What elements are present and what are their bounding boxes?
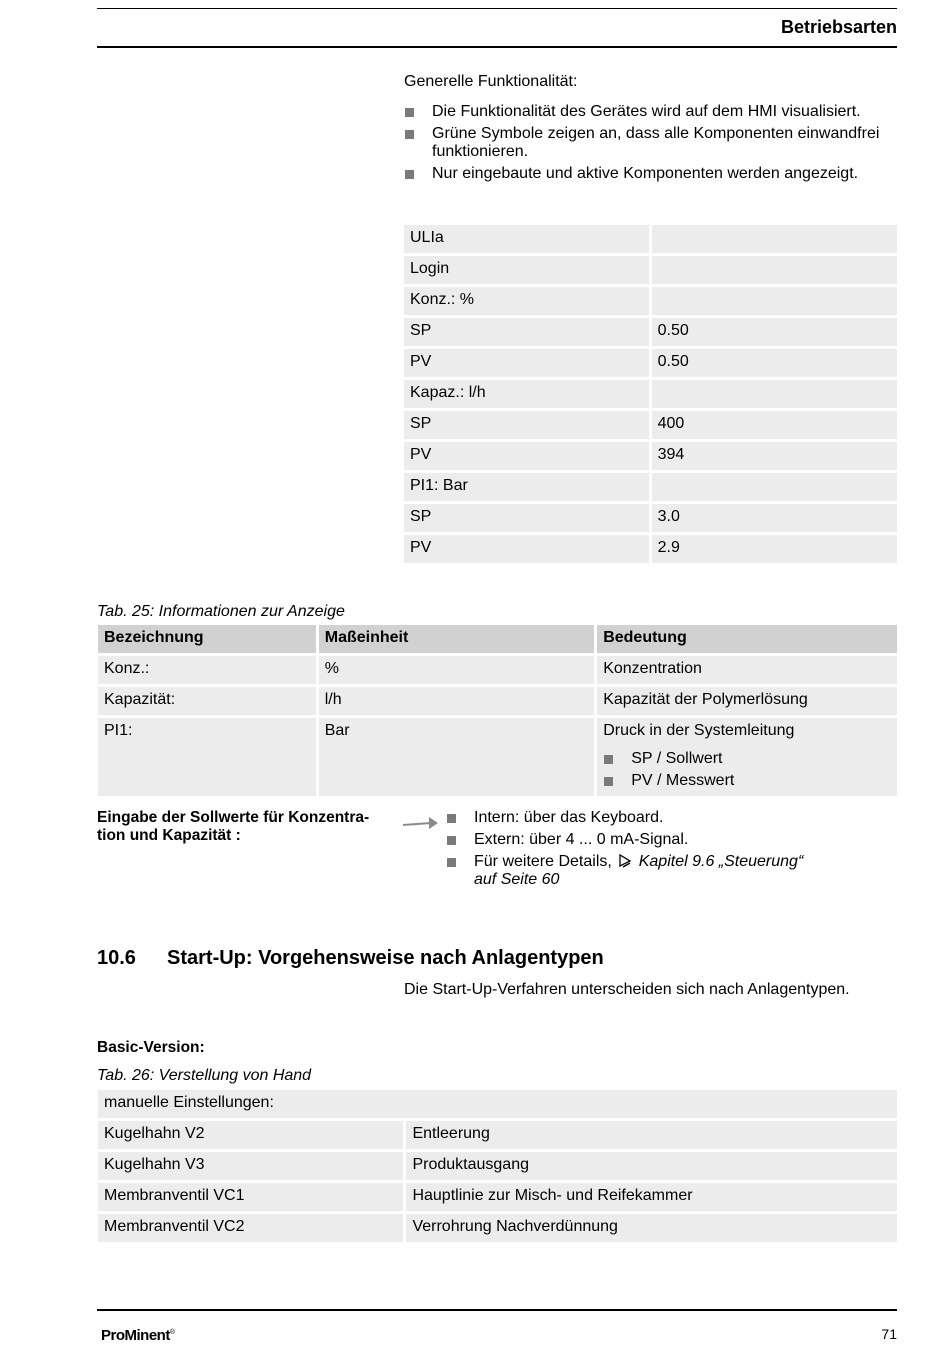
bullet-square-icon: [405, 108, 414, 117]
table-cell: SP: [404, 504, 649, 532]
table-cell: Entleerung: [406, 1121, 897, 1149]
table-cell: [652, 287, 897, 315]
sollwerte-bullet-list: [446, 809, 896, 893]
table-row: [404, 256, 897, 284]
table-cell: Kapazität:: [98, 687, 316, 715]
display-values-table: [401, 222, 900, 566]
cross-reference-arrow-icon: [618, 854, 632, 868]
table-row: [98, 656, 897, 684]
list-item: Für weitere Details, Kapitel 9.6 „Steuerung“ auf Seite 60: [446, 853, 896, 889]
table-cell: Konz.: %: [404, 287, 649, 315]
table-cell: [652, 473, 897, 501]
intro-heading: Generelle Funktionalität:: [404, 73, 578, 90]
table-cell: Kugelhahn V3: [98, 1152, 403, 1180]
table-cell: [652, 256, 897, 284]
table-cell: Kapazität der Polymerlösung: [597, 687, 897, 715]
list-item: PV / Messwert: [603, 772, 891, 790]
intro-bullet-list: [404, 103, 900, 187]
table-row: [404, 504, 897, 532]
table-row: [404, 318, 897, 346]
table-cell: Kapaz.: l/h: [404, 380, 649, 408]
section-title: Start-Up: Vorgehensweise nach Anlagentypen: [167, 947, 604, 969]
bullet-square-icon: [604, 755, 613, 764]
list-item: Extern: über 4 ... 0 mA-Signal.: [446, 831, 896, 849]
table-cell: PI1:: [98, 718, 316, 796]
table-cell: ULIa: [404, 225, 649, 253]
table-header-cell: Bedeutung: [597, 625, 897, 653]
table-cell: Produktausgang: [406, 1152, 897, 1180]
page-header-title: Betriebsarten: [780, 17, 897, 37]
table-cell: l/h: [319, 687, 594, 715]
table-cell: [597, 718, 897, 796]
table-cell: SP: [404, 318, 649, 346]
table-cell: [652, 225, 897, 253]
table-row: [404, 411, 897, 439]
table26: [95, 1087, 900, 1245]
table-cell: PV: [404, 442, 649, 470]
table-header-cell: Bezeichnung: [98, 625, 316, 653]
table-row: [404, 473, 897, 501]
page-number: 71: [881, 1326, 897, 1342]
list-item: Intern: über das Keyboard.: [446, 809, 896, 827]
bullet-square-icon: [405, 130, 414, 139]
table-row: [98, 1183, 897, 1211]
table-cell: Verrohrung Nachverdünnung: [406, 1214, 897, 1242]
table-row: [98, 718, 897, 796]
pi1-bullet-list: [603, 750, 891, 790]
table-cell: Bar: [319, 718, 594, 796]
table-cell: PV: [404, 535, 649, 563]
table-cell: 394: [652, 442, 897, 470]
table-cell: manuelle Einstellungen:: [98, 1090, 897, 1118]
basic-version-heading: Basic-Version:: [97, 1039, 205, 1056]
table-cell: Login: [404, 256, 649, 284]
table-row: [98, 1152, 897, 1180]
table-cell: Membranventil VC1: [98, 1183, 403, 1211]
list-item: Grüne Symbole zeigen an, dass alle Komponenten einwandfrei funktionieren.: [404, 125, 900, 161]
brand-logo: ProMinent®: [101, 1327, 175, 1344]
arrow-right-icon: [403, 816, 439, 830]
section-number: 10.6: [97, 947, 136, 969]
table-cell: 3.0: [652, 504, 897, 532]
table-cell: 0.50: [652, 318, 897, 346]
table-row: [404, 380, 897, 408]
table25: [95, 622, 900, 799]
pi1-meaning: Druck in der Systemleitung: [603, 722, 795, 739]
table-row: [98, 1214, 897, 1242]
table-row: [98, 1121, 897, 1149]
table-cell: Kugelhahn V2: [98, 1121, 403, 1149]
list-item: Die Funktionalität des Gerätes wird auf dem HMI visualisiert.: [404, 103, 900, 121]
list-item: Nur eingebaute und aktive Komponenten werden angezeigt.: [404, 165, 900, 183]
table-cell: %: [319, 656, 594, 684]
table-row: [404, 535, 897, 563]
footer-rule: [97, 1309, 897, 1311]
table-header-row: [98, 625, 897, 653]
table-cell: Konz.:: [98, 656, 316, 684]
header-bottom-rule: [97, 46, 897, 48]
table-cell: 400: [652, 411, 897, 439]
section-intro: Die Start-Up-Verfahren unterscheiden sich nach Anlagentypen.: [404, 981, 850, 998]
bullet-square-icon: [405, 170, 414, 179]
table25-caption: Tab. 25: Informationen zur Anzeige: [97, 603, 345, 620]
table-cell: SP: [404, 411, 649, 439]
table-cell: 0.50: [652, 349, 897, 377]
chapter-link[interactable]: Kapitel 9.6 „Steuerung“ auf Seite 60: [474, 853, 804, 888]
table-row: [404, 349, 897, 377]
table-cell: 2.9: [652, 535, 897, 563]
table-header-cell: Maßeinheit: [319, 625, 594, 653]
table-cell: PV: [404, 349, 649, 377]
table-row: [404, 225, 897, 253]
sollwerte-label: Eingabe der Sollwerte für Konzentra- tion und Kapazität :: [97, 809, 370, 844]
header-top-rule: [97, 8, 897, 9]
table-row: [404, 442, 897, 470]
bullet-square-icon: [447, 836, 456, 845]
table-cell: [652, 380, 897, 408]
table-cell: PI1: Bar: [404, 473, 649, 501]
bullet-square-icon: [604, 777, 613, 786]
list-item: SP / Sollwert: [603, 750, 891, 768]
table-row: [98, 687, 897, 715]
bullet-square-icon: [447, 814, 456, 823]
table-cell: Membranventil VC2: [98, 1214, 403, 1242]
table-row: [404, 287, 897, 315]
bullet-square-icon: [447, 858, 456, 867]
table-cell: Konzentration: [597, 656, 897, 684]
table-cell: Hauptlinie zur Misch- und Reifekammer: [406, 1183, 897, 1211]
table26-caption: Tab. 26: Verstellung von Hand: [97, 1067, 312, 1084]
table-header-row: [98, 1090, 897, 1118]
